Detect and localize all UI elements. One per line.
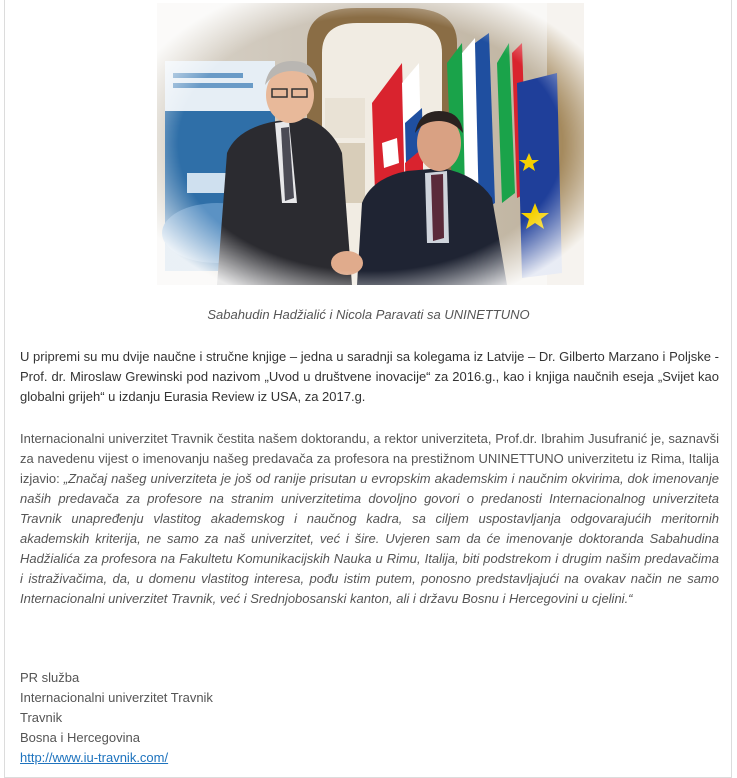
signature-city: Travnik	[20, 710, 63, 725]
rector-quote: „Značaj našeg univerziteta je još od ranije prisutan u evropskim akademskim i naučnim okvirima, dok imenovanje naših predavača za profesore na stranim univerzitetima dovoljno govori o predanosti Internacionalnog univerziteta Travnik unapređenju vlastitog akademskog i naučnog kadra, sa ciljem uspostavljanja odgovarajućih meritornih akademskih kriterija, ne samo za naš univerzitet, već i šire. Uvjeren sam da će imenovanje doktoranda Sabahudina Hadžialića za profesora na Fakultetu Komunikacijskih Nauka u Rimu, Italija, biti podstrekom i drugim našim predavačima i istraživačima, da, u domenu vlastitog interesa, pođu istim putem, ponosno predstavljajući na ovakav način ne samo Internacionalni univerzitet Travnik, već i Srednjobosanski kanton, ali i državu Bosnu i Hercegovini u cjelini.“	[20, 471, 719, 606]
paragraph-books: U pripremi su mu dvije naučne i stručne knjige – jedna u saradnji sa kolegama iz Latvije – Dr. Gilberto Marzano i Poljske - Prof. dr. Miroslaw Grewinski pod nazivom „Uvod u društvene inovacije“ za 2016.g., kao i knjiga naučnih eseja „Svijet kao globalni grijeh“ u izdanju Eurasia Review iz USA, za 2017.g.	[20, 349, 719, 404]
signature-block	[20, 668, 213, 768]
signature-university: Internacionalni univerzitet Travnik	[20, 690, 213, 705]
university-website-link[interactable]: http://www.iu-travnik.com/	[20, 750, 169, 765]
handshake-photo	[157, 3, 584, 285]
photo-caption: Sabahudin Hadžialić i Nicola Paravati sa UNINETTUNO	[207, 307, 530, 322]
statement-intro: Internacionalni univerzitet Travnik čestita našem doktorandu, a rektor univerziteta, Prof.dr. Ibrahim Jusufranić je, saznavši za navedenu vijest o imenovanju našeg predavača za profesora na prestižnom UNINETTUNO univerzitetu iz Rima, Italija izjavio:	[20, 431, 719, 486]
paragraph-statement	[20, 429, 719, 609]
signature-department: PR služba	[20, 670, 80, 685]
signature-country: Bosna i Hercegovina	[20, 730, 140, 745]
